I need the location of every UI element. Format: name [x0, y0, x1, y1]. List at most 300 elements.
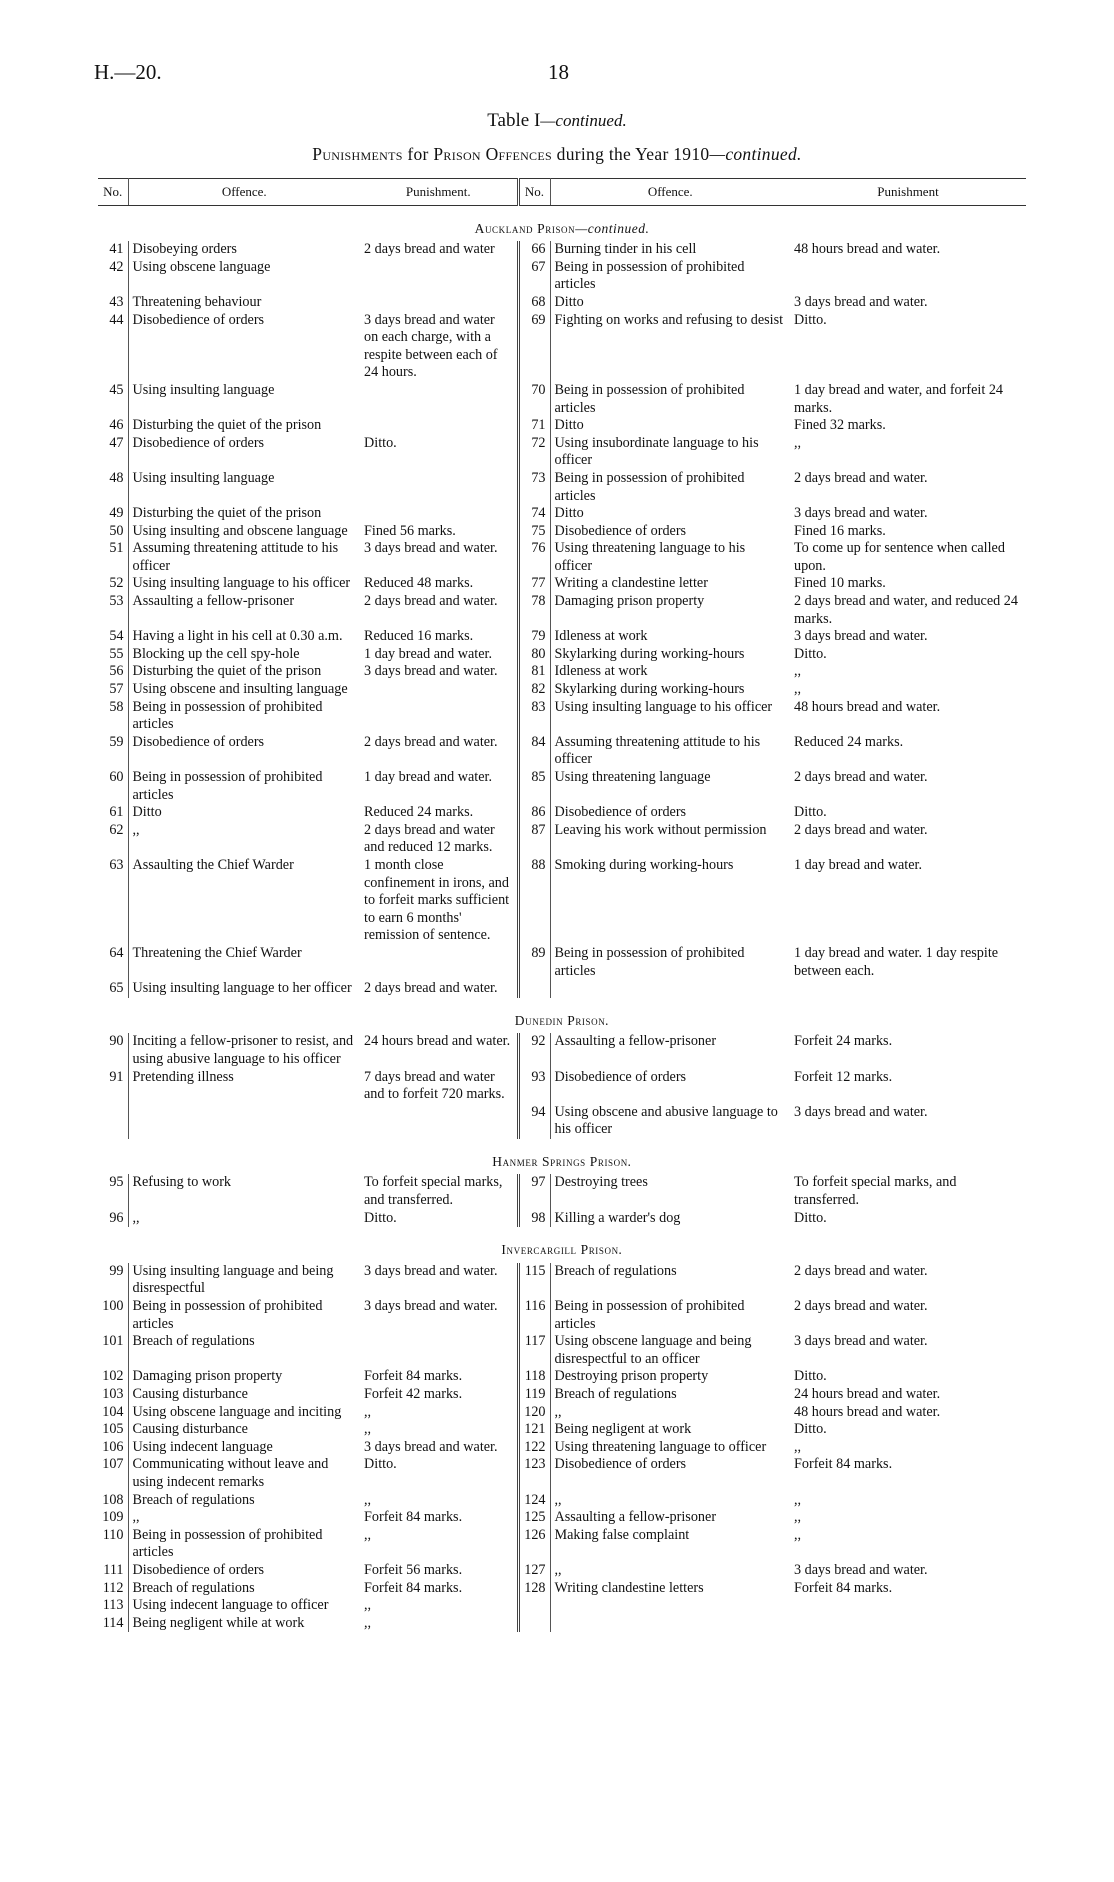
punishment: Forfeit 56 marks. — [360, 1562, 518, 1580]
table-row — [98, 523, 1026, 541]
section-heading-row — [98, 1227, 1026, 1263]
punishment-2: 3 days bread and water. — [794, 293, 928, 310]
punishment-2: ,, — [794, 1491, 802, 1508]
entry-no: 95 — [98, 1174, 128, 1209]
table-row — [98, 1562, 1026, 1580]
punishment-2: 3 days bread and water. — [794, 1103, 928, 1120]
offence: Being in possession of prohibited articles — [132, 1298, 323, 1332]
col-header-offence: Offence. — [128, 179, 360, 206]
entry-no-2: 85 — [518, 769, 550, 804]
punishment-2 — [790, 1597, 1026, 1615]
table-row — [98, 663, 1026, 681]
table-row — [98, 241, 1026, 259]
table-row — [98, 505, 1026, 523]
offence: ,, — [132, 1509, 140, 1526]
offence-2: Destroying prison property — [554, 1368, 709, 1385]
entry-no: 105 — [98, 1421, 128, 1439]
punishment: 3 days bread and water. — [360, 540, 518, 575]
punishment-2: Fined 32 marks. — [794, 417, 886, 434]
section-heading — [98, 998, 1026, 1034]
entry-no: 108 — [98, 1492, 128, 1510]
offence-2: Breach of regulations — [554, 1262, 677, 1279]
table-row — [98, 681, 1026, 699]
offence-2: Damaging prison property — [554, 593, 705, 610]
punishment: 1 month close confinement in irons, and to forfeit marks sufficient to earn 6 months' remission of sentence. — [360, 857, 518, 945]
entry-no-2: 116 — [518, 1298, 550, 1333]
entry-no: 101 — [98, 1333, 128, 1368]
offence-2: ,, — [554, 1491, 562, 1508]
entry-no: 62 — [98, 822, 128, 857]
entry-no-2: 89 — [518, 945, 550, 980]
punishment: 24 hours bread and water. — [360, 1033, 518, 1068]
entry-no-2: 87 — [518, 822, 550, 857]
offence: Causing disturbance — [132, 1386, 248, 1402]
offence: Disturbing the quiet of the prison — [132, 505, 322, 522]
punishment: ,, — [360, 1615, 518, 1633]
table-row — [98, 980, 1026, 998]
table-row — [98, 1069, 1026, 1104]
punishment: 1 day bread and water. — [360, 646, 518, 664]
punishment: 3 days bread and water. — [360, 663, 518, 681]
section-suffix: . — [627, 1153, 632, 1169]
entry-no: 59 — [98, 734, 128, 769]
entry-no-2: 98 — [518, 1210, 550, 1228]
col-header-punishment: Punishment. — [360, 179, 518, 206]
entry-no-2: 70 — [518, 382, 550, 417]
offence-2: Leaving his work without permission — [554, 821, 767, 838]
punishment-2: ,, — [794, 1509, 802, 1526]
punishment — [360, 681, 518, 699]
punishment: 2 days bread and water. — [360, 593, 518, 628]
offence-2: Being in possession of prohibited articles — [554, 944, 745, 979]
entry-no: 41 — [98, 241, 128, 259]
table-row — [98, 575, 1026, 593]
table-row — [98, 1421, 1026, 1439]
punishment: Forfeit 84 marks. — [360, 1509, 518, 1527]
col-header-punishment-2: Punishment — [790, 179, 1026, 206]
entry-no-2: 94 — [518, 1104, 550, 1139]
table-row — [98, 1386, 1026, 1404]
offence: Being in possession of prohibited articles — [132, 1526, 323, 1561]
punishment-2 — [790, 980, 1026, 998]
entry-no-2: 121 — [518, 1421, 550, 1439]
punishment-2: Ditto. — [794, 804, 827, 821]
offence: Having a light in his cell at 0.30 a.m. — [132, 628, 343, 645]
table-body — [98, 205, 1026, 1632]
col-header-offence-2: Offence. — [550, 179, 790, 206]
offence-2: Skylarking during working-hours — [554, 645, 745, 662]
table-subtitle — [0, 144, 1114, 165]
offence: Ditto — [132, 804, 162, 821]
table-row — [98, 417, 1026, 435]
entry-no-2: 78 — [518, 593, 550, 628]
punishment: 2 days bread and water. — [360, 734, 518, 769]
entry-no-2: 97 — [518, 1174, 550, 1209]
punishment: 2 days bread and water. — [360, 980, 518, 998]
offence-2: Burning tinder in his cell — [554, 241, 697, 258]
entry-no: 61 — [98, 804, 128, 822]
offence: Using insulting language — [132, 381, 275, 398]
offence: Assaulting the Chief Warder — [132, 856, 294, 873]
punishment: 3 days bread and water on each charge, with a respite between each of 24 hours. — [360, 312, 518, 382]
section-name: Dunedin Prison — [514, 1012, 606, 1028]
offence: Assuming threatening attitude to his officer — [132, 540, 339, 574]
table-row — [98, 1333, 1026, 1368]
subtitle-for: for — [407, 144, 429, 164]
offence-2: Being in possession of prohibited articles — [554, 258, 745, 293]
subtitle-continued: —continued. — [709, 144, 802, 164]
offence: Using indecent language — [132, 1438, 273, 1455]
table-row — [98, 540, 1026, 575]
punishment: 3 days bread and water. — [360, 1439, 518, 1457]
table-row — [98, 628, 1026, 646]
entry-no-2: 79 — [518, 628, 550, 646]
punishment — [360, 470, 518, 505]
entry-no-2: 127 — [518, 1562, 550, 1580]
punishment — [360, 699, 518, 734]
section-suffix: . — [605, 1012, 610, 1028]
punishment: 2 days bread and water and reduced 12 marks. — [360, 822, 518, 857]
table-row — [98, 1174, 1026, 1209]
offence-2: Assaulting a fellow-prisoner — [554, 1033, 717, 1050]
entry-no-2: 123 — [518, 1456, 550, 1491]
offence: Disobedience of orders — [132, 1561, 265, 1578]
punishment: To forfeit special marks, and transferred. — [360, 1174, 518, 1209]
table-row — [98, 1597, 1026, 1615]
offence — [128, 1104, 360, 1139]
entry-no-2: 92 — [518, 1033, 550, 1068]
punishment-2: 2 days bread and water, and reduced 24 marks. — [794, 593, 1018, 627]
punishment — [360, 1104, 518, 1139]
page-number: 18 — [548, 60, 569, 84]
offence: Using obscene language and inciting — [132, 1403, 342, 1420]
table-row — [98, 1104, 1026, 1139]
document-code: H.—20. — [94, 60, 162, 84]
offence-2: Using threatening language to officer — [554, 1438, 767, 1455]
offence: Using insulting language — [132, 469, 275, 486]
entry-no: 90 — [98, 1033, 128, 1068]
table-row — [98, 1439, 1026, 1457]
table-title-continued: —continued. — [540, 111, 627, 130]
entry-no: 42 — [98, 259, 128, 294]
entry-no: 52 — [98, 575, 128, 593]
entry-no-2: 80 — [518, 646, 550, 664]
entry-no: 109 — [98, 1509, 128, 1527]
section-name: Hanmer Springs Prison — [492, 1153, 628, 1169]
section-suffix: —continued. — [575, 220, 650, 236]
entry-no-2: 119 — [518, 1386, 550, 1404]
entry-no: 104 — [98, 1404, 128, 1422]
offence: Being in possession of prohibited articles — [132, 769, 323, 803]
table-row — [98, 1404, 1026, 1422]
entry-no: 55 — [98, 646, 128, 664]
punishment-2: Ditto. — [794, 1421, 827, 1438]
punishment-2 — [790, 259, 1026, 294]
punishment: Ditto. — [360, 1456, 518, 1491]
entry-no-2: 128 — [518, 1580, 550, 1598]
offence: Causing disturbance — [132, 1421, 248, 1438]
offence: Using insulting language and being disrespectful — [132, 1262, 334, 1297]
entry-no: 57 — [98, 681, 128, 699]
offence-2: Writing a clandestine letter — [554, 575, 708, 592]
offence-2: Assaulting a fellow-prisoner — [554, 1509, 717, 1526]
punishment: Reduced 16 marks. — [360, 628, 518, 646]
offence-2 — [550, 1597, 790, 1615]
table-row — [98, 1492, 1026, 1510]
entry-no-2: 115 — [518, 1263, 550, 1298]
entry-no-2: 74 — [518, 505, 550, 523]
entry-no: 107 — [98, 1456, 128, 1491]
punishment-2: Forfeit 24 marks. — [794, 1033, 893, 1050]
offence-2: Idleness at work — [554, 663, 648, 680]
punishment-2: 2 days bread and water. — [794, 769, 928, 785]
offence: Using insulting language to his officer — [132, 575, 351, 592]
punishment-2: Forfeit 84 marks. — [794, 1456, 893, 1473]
table-row — [98, 312, 1026, 382]
entry-no: 56 — [98, 663, 128, 681]
offence: Being negligent while at work — [132, 1614, 305, 1631]
offence-2: Being in possession of prohibited articles — [554, 1298, 745, 1332]
offence: Inciting a fellow-prisoner to resist, and using abusive language to his officer — [132, 1033, 354, 1067]
punishment-2: 48 hours bread and water. — [794, 698, 941, 715]
punishment-2: To come up for sentence when called upon. — [794, 540, 1005, 574]
punishment-2: Fined 16 marks. — [794, 522, 886, 539]
offence-2: Disobedience of orders — [554, 804, 687, 821]
punishment-2: Reduced 24 marks. — [794, 733, 904, 750]
entry-no: 64 — [98, 945, 128, 980]
offence-2: Using threatening language to his officer — [554, 540, 746, 574]
offence-2: Using obscene and abusive language to his officer — [554, 1103, 778, 1138]
punishment-2: 1 day bread and water, and forfeit 24 marks. — [794, 381, 1004, 416]
table-row — [98, 699, 1026, 734]
offence-2: Using threatening language — [554, 769, 711, 785]
table-row — [98, 1298, 1026, 1333]
punishment-2: Ditto. — [794, 645, 827, 662]
entry-no: 54 — [98, 628, 128, 646]
punishment — [360, 259, 518, 294]
col-header-no-2: No. — [518, 179, 550, 206]
entry-no-2: 77 — [518, 575, 550, 593]
table-row — [98, 1527, 1026, 1562]
offence-2: Using insulting language to his officer — [554, 698, 773, 715]
punishment: 3 days bread and water. — [360, 1263, 518, 1298]
offence: Breach of regulations — [132, 1491, 255, 1508]
entry-no-2: 118 — [518, 1368, 550, 1386]
punishment-2: 48 hours bread and water. — [794, 241, 941, 258]
punishment-2: 2 days bread and water. — [794, 469, 928, 486]
entry-no-2: 86 — [518, 804, 550, 822]
offence: ,, — [132, 821, 140, 838]
punishment: ,, — [360, 1492, 518, 1510]
subtitle-prison-offences: Prison Offences — [433, 144, 552, 164]
section-heading — [98, 1139, 1026, 1175]
punishment-2: ,, — [794, 1438, 802, 1455]
punishment — [360, 417, 518, 435]
entry-no-2: 81 — [518, 663, 550, 681]
punishment: 3 days bread and water. — [360, 1298, 518, 1333]
offence-2: Ditto — [554, 293, 584, 310]
entry-no-2: 66 — [518, 241, 550, 259]
offence-2: Using insubordinate language to his officer — [554, 434, 759, 469]
section-heading-row — [98, 205, 1026, 241]
offence-2 — [550, 1615, 790, 1633]
entry-no: 112 — [98, 1580, 128, 1598]
offence-2: Fighting on works and refusing to desist — [554, 311, 784, 328]
offence-2: Destroying trees — [554, 1174, 648, 1191]
entry-no-2: 124 — [518, 1492, 550, 1510]
punishment-2: 3 days bread and water. — [794, 1561, 928, 1578]
entry-no: 49 — [98, 505, 128, 523]
table-row — [98, 734, 1026, 769]
punishment-2: To forfeit special marks, and transferred. — [794, 1174, 957, 1209]
table-row — [98, 1210, 1026, 1228]
table-row — [98, 945, 1026, 980]
offence: Disturbing the quiet of the prison — [132, 417, 322, 434]
subtitle-year: during the Year 1910 — [556, 144, 710, 164]
entry-no: 100 — [98, 1298, 128, 1333]
offence-2: Assuming threatening attitude to his officer — [554, 733, 761, 768]
punishment-2: Ditto. — [794, 1209, 827, 1226]
section-heading — [98, 205, 1026, 241]
offence-2: Disobedience of orders — [554, 522, 687, 539]
punishment-2: 1 day bread and water. 1 day respite between each. — [794, 944, 999, 979]
table-row — [98, 646, 1026, 664]
entry-no: 114 — [98, 1615, 128, 1633]
offence: Disobedience of orders — [132, 434, 265, 451]
punishment-2: 3 days bread and water. — [794, 628, 928, 645]
punishment: Fined 56 marks. — [360, 523, 518, 541]
section-name: Auckland Prison — [474, 220, 576, 236]
subtitle-punishments: Punishments — [312, 144, 403, 164]
punishment-2: 2 days bread and water. — [794, 1262, 928, 1279]
entry-no-2 — [518, 1597, 550, 1615]
offence: Breach of regulations — [132, 1333, 255, 1350]
entry-no-2: 72 — [518, 435, 550, 470]
offence-2: Being negligent at work — [554, 1421, 692, 1438]
offence: Disobedience of orders — [132, 311, 265, 328]
punishment: ,, — [360, 1421, 518, 1439]
offence: Threatening the Chief Warder — [132, 944, 302, 961]
entry-no: 103 — [98, 1386, 128, 1404]
entry-no-2: 125 — [518, 1509, 550, 1527]
entry-no-2: 75 — [518, 523, 550, 541]
table-row — [98, 1033, 1026, 1068]
offence-2: Making false complaint — [554, 1526, 690, 1543]
entry-no: 51 — [98, 540, 128, 575]
section-suffix: . — [618, 1242, 623, 1258]
punishment: ,, — [360, 1404, 518, 1422]
punishment-2: 48 hours bread and water. — [794, 1403, 941, 1420]
section-heading-row — [98, 1139, 1026, 1175]
punishment-2: ,, — [794, 681, 802, 698]
entry-no — [98, 1104, 128, 1139]
punishment — [360, 294, 518, 312]
entry-no: 106 — [98, 1439, 128, 1457]
entry-no: 53 — [98, 593, 128, 628]
table-row — [98, 857, 1026, 945]
section-heading-row — [98, 998, 1026, 1034]
entry-no: 58 — [98, 699, 128, 734]
offence-2: Being in possession of prohibited articles — [554, 469, 745, 504]
table-row — [98, 435, 1026, 470]
offence-2: Idleness at work — [554, 628, 648, 645]
offence: Using indecent language to officer — [132, 1597, 329, 1614]
entry-no: 44 — [98, 312, 128, 382]
table-row — [98, 470, 1026, 505]
section-heading — [98, 1227, 1026, 1263]
entry-no: 48 — [98, 470, 128, 505]
punishment-2: 24 hours bread and water. — [794, 1386, 941, 1402]
entry-no-2: 76 — [518, 540, 550, 575]
entry-no-2: 84 — [518, 734, 550, 769]
table-row — [98, 1580, 1026, 1598]
punishment: ,, — [360, 1527, 518, 1562]
offence-2 — [550, 980, 790, 998]
entry-no: 111 — [98, 1562, 128, 1580]
entry-no: 65 — [98, 980, 128, 998]
punishment — [360, 505, 518, 523]
entry-no: 50 — [98, 523, 128, 541]
punishment-2: Ditto. — [794, 1368, 827, 1385]
table-row — [98, 1615, 1026, 1633]
entry-no-2: 69 — [518, 312, 550, 382]
offence: Using insulting language to her officer — [132, 980, 352, 997]
offence: Threatening behaviour — [132, 293, 262, 310]
punishment: Forfeit 84 marks. — [360, 1580, 518, 1598]
table-title — [0, 110, 1114, 132]
offence-2: ,, — [554, 1403, 562, 1420]
table-row — [98, 1509, 1026, 1527]
entry-no-2: 83 — [518, 699, 550, 734]
punishment-2: 1 day bread and water. — [794, 856, 923, 873]
punishment — [360, 1333, 518, 1368]
table-row — [98, 1456, 1026, 1491]
entry-no: 99 — [98, 1263, 128, 1298]
offence: Using obscene and insulting language — [132, 681, 348, 698]
entry-no: 91 — [98, 1069, 128, 1104]
entry-no: 63 — [98, 857, 128, 945]
entry-no-2: 73 — [518, 470, 550, 505]
punishment-2: ,, — [794, 434, 802, 451]
offence: Using insulting and obscene language — [132, 522, 348, 539]
punishment: Reduced 48 marks. — [360, 575, 518, 593]
offence-2: Ditto — [554, 505, 584, 522]
table-header-row — [98, 179, 1026, 206]
punishment-2: 3 days bread and water. — [794, 505, 928, 522]
table-title-main: Table I — [487, 110, 541, 131]
entry-no: 46 — [98, 417, 128, 435]
entry-no: 96 — [98, 1210, 128, 1228]
punishment — [360, 382, 518, 417]
entry-no-2: 82 — [518, 681, 550, 699]
punishment-2: ,, — [794, 663, 802, 680]
table-row — [98, 769, 1026, 804]
punishment — [360, 945, 518, 980]
punishment: 7 days bread and water and to forfeit 720 marks. — [360, 1069, 518, 1104]
punishment-2: Forfeit 12 marks. — [794, 1068, 893, 1085]
table-row — [98, 804, 1026, 822]
offence-2: Disobedience of orders — [554, 1068, 687, 1085]
offence-2: Skylarking during working-hours — [554, 681, 745, 698]
offence-2: Breach of regulations — [554, 1386, 677, 1402]
punishment: 1 day bread and water. — [360, 769, 518, 804]
entry-no-2: 122 — [518, 1439, 550, 1457]
offence: Damaging prison property — [132, 1368, 283, 1385]
entry-no-2 — [518, 980, 550, 998]
entry-no: 110 — [98, 1527, 128, 1562]
offence: Disobeying orders — [132, 241, 237, 258]
punishment-2: 2 days bread and water. — [794, 821, 928, 838]
